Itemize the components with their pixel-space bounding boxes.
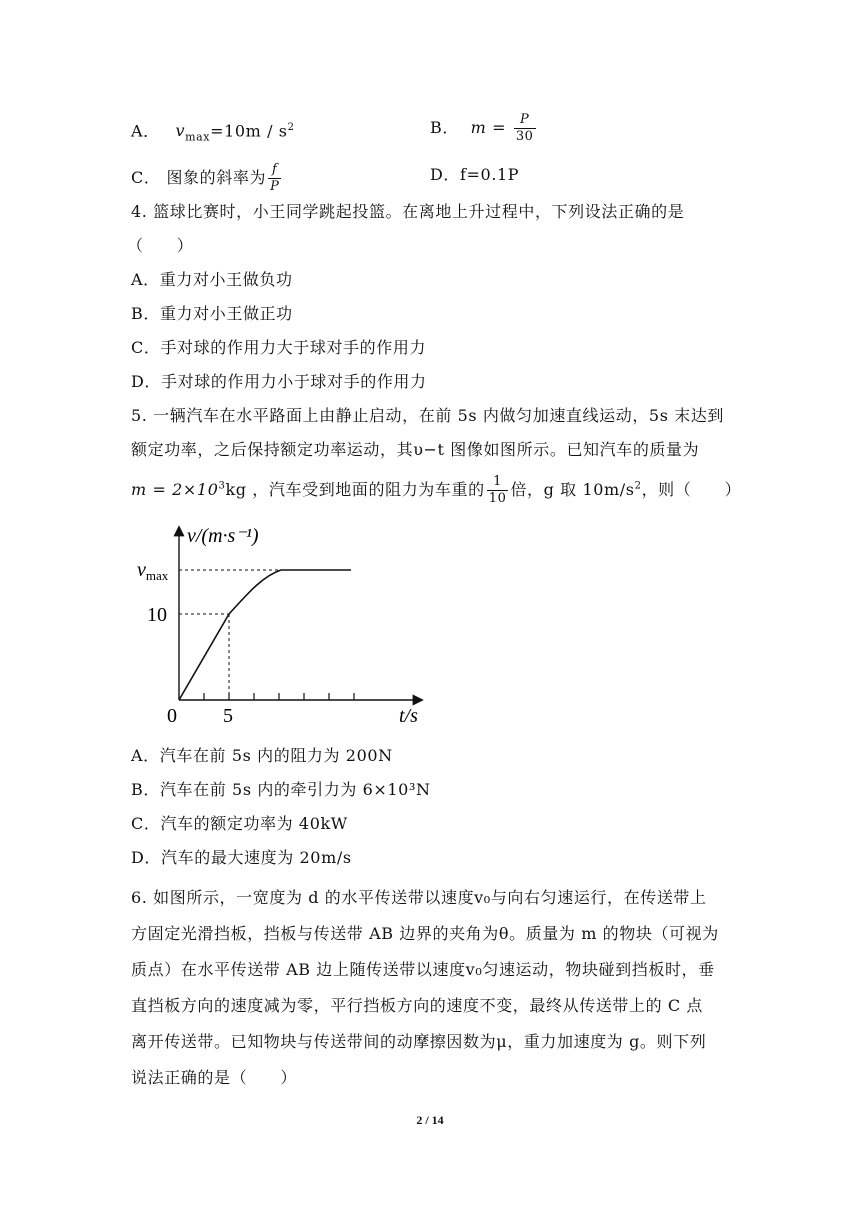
v-symbol: v xyxy=(175,121,186,141)
y-axis-label: v/(m·s⁻¹) xyxy=(187,525,259,547)
q6-line-3: 质点）在水平传送带 AB 边上随传送带以速度v₀匀速运动，物块碰到挡板时，垂 xyxy=(131,960,715,979)
q3-option-c xyxy=(131,162,283,195)
vmax-sub: max xyxy=(145,568,169,583)
q6-line-6: 说法正确的是（ ） xyxy=(131,1068,298,1087)
fraction-denominator: P xyxy=(270,179,280,194)
vmax-v: v xyxy=(137,559,146,581)
q5-option-c: C．汽车的额定功率为 40kW xyxy=(131,814,348,833)
q4-option-c: C．手对球的作用力大于球对手的作用力 xyxy=(131,338,427,357)
exponent: 3 xyxy=(218,480,226,492)
max-subscript: max xyxy=(185,130,211,144)
q6-line-4: 直挡板方向的速度减为零，平行挡板方向的速度不变，最终从传送带上的 C 点 xyxy=(131,996,704,1015)
series-line xyxy=(179,614,229,700)
option-c-text: 图象的斜率为 xyxy=(166,168,267,187)
q4-stem-line-1: 4. 篮球比赛时，小王同学跳起投篮。在离地上升过程中，下列设法正确的是 xyxy=(131,202,685,221)
q3-option-b xyxy=(430,112,538,145)
power-curve xyxy=(229,570,351,614)
x-tick-0: 0 xyxy=(167,705,177,727)
x-tick-5: 5 xyxy=(223,705,233,727)
q4-option-a: A．重力对小王做负功 xyxy=(131,270,293,289)
option-a-value: =10m / s xyxy=(210,121,288,141)
q6-line-2: 方固定光滑挡板，挡板与传送带 AB 边界的夹角为θ。质量为 m 的物块（可视为 xyxy=(131,924,719,943)
option-label: B． xyxy=(430,118,459,137)
option-d-text: f=0.1P xyxy=(460,165,520,184)
fraction-numerator: P xyxy=(514,112,536,129)
q5-stem-line-3 xyxy=(131,474,741,507)
q5-option-a: A．汽车在前 5s 内的阻力为 200N xyxy=(131,746,393,765)
q6-line-5: 离开传送带。已知物块与传送带间的动摩擦因数为μ，重力加速度为 g。则下列 xyxy=(131,1032,707,1051)
x-axis-label: t/s xyxy=(399,705,418,727)
q6-line-1: 6. 如图所示，一宽度为 d 的水平传送带以速度v₀与向右匀速运行，在传送带上 xyxy=(131,888,707,907)
fraction-numerator: f xyxy=(268,162,281,179)
q5-option-d: D．汽车的最大速度为 20m/s xyxy=(131,848,352,867)
y-tick-10: 10 xyxy=(147,604,167,626)
q3-option-d xyxy=(430,165,519,185)
exponent: 2 xyxy=(634,480,642,492)
q5-stem-line-1: 5. 一辆汽车在水平路面上由静止启动，在前 5s 内做匀加速直线运动，5s 末达到 xyxy=(131,406,724,425)
fraction-p-30 xyxy=(514,112,536,145)
option-label: D． xyxy=(430,165,461,184)
vmax-label xyxy=(137,559,169,583)
velocity-time-graph xyxy=(131,520,431,730)
exponent: 2 xyxy=(287,122,295,133)
fraction-numerator: 1 xyxy=(487,474,509,491)
stem-text: ，则（ ） xyxy=(641,480,742,499)
x-tick-marks xyxy=(204,693,354,700)
option-label: A． xyxy=(131,121,160,141)
q4-stem-line-2: （ ） xyxy=(127,236,194,255)
m-equals: m = xyxy=(470,118,507,137)
stem-text: 倍，g 取 10m/s xyxy=(510,480,635,499)
mass-expression: m = 2×10 xyxy=(131,480,219,499)
q3-option-a xyxy=(131,118,295,148)
q5-option-b: B．汽车在前 5s 内的牵引力为 6×10³N xyxy=(131,780,431,799)
fraction-denominator: 30 xyxy=(515,129,534,144)
q4-option-d: D．手对球的作用力小于球对手的作用力 xyxy=(131,372,427,391)
fraction-f-p xyxy=(268,162,281,195)
fraction-denominator: 10 xyxy=(488,491,507,506)
option-label: C． xyxy=(131,168,161,187)
fraction-1-10 xyxy=(487,474,509,507)
stem-text: kg ，汽车受到地面的阻力为车重的 xyxy=(225,480,485,499)
q4-option-b: B．重力对小王做正功 xyxy=(131,304,293,323)
page-number: 2 / 14 xyxy=(416,1113,444,1127)
q5-stem-line-2: 额定功率，之后保持额定功率运动，其υ−t 图像如图所示。已知汽车的质量为 xyxy=(131,440,700,459)
